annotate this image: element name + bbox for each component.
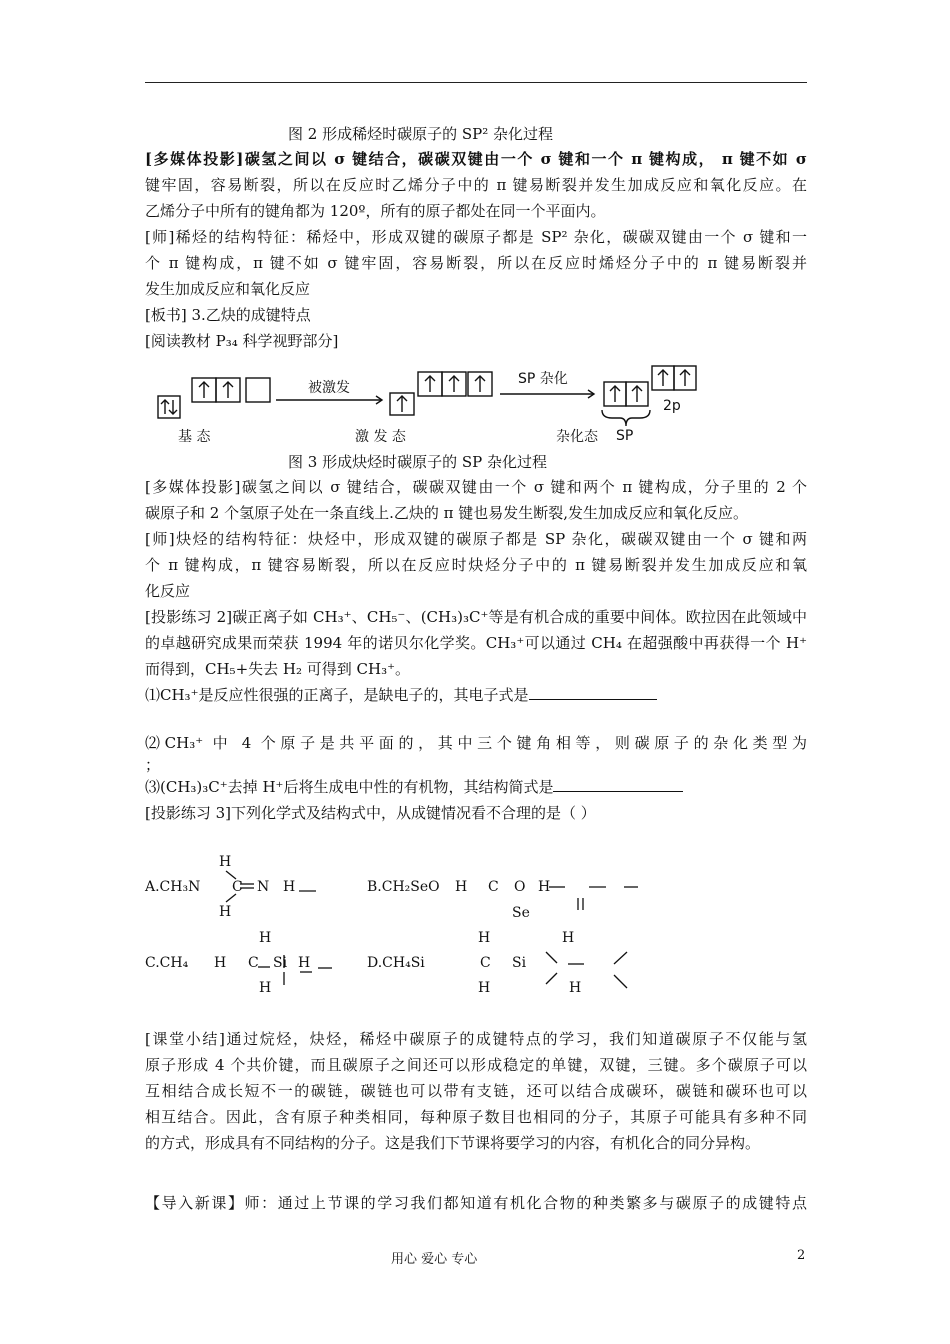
p2-line2: 个 π 键构成，π 键不如 σ 键牢固，容易断裂，所以在反应时烯烃分子中的 π 键易断裂并 xyxy=(145,254,807,272)
sp-label: SP xyxy=(616,428,634,444)
fig3-caption: 图 3 形成炔烃时碳原子的 SP 杂化过程 xyxy=(288,453,547,471)
p2-line1: [师]稀烃的结构特征：稀烃中，形成双键的碳原子都是 SP² 杂化，碳碳双键由一个 σ 键和一 xyxy=(145,228,807,246)
p3-line1: [多媒体投影]碳氢之间以 σ 键结合，碳碳双键由一个 σ 键和两个 π 键构成，分子里的 2 个 xyxy=(145,478,807,496)
excite-label: 被激发 xyxy=(308,380,350,396)
svg-text:H: H xyxy=(562,930,575,946)
p1-line2: 键牢固，容易断裂，所以在反应时乙烯分子中的 π 键易断裂并发生加成反应和氧化反应。在 xyxy=(145,176,807,194)
question-2: ⑵CH₃⁺ 中 4 个原子是共平面的，其中三个键角相等，则碳原子的杂化类型为 xyxy=(145,734,807,752)
fig2-caption: 图 2 形成稀烃时碳原子的 SP² 杂化过程 xyxy=(288,125,553,143)
svg-text:H: H xyxy=(478,930,491,946)
svg-text:C: C xyxy=(248,955,259,971)
svg-text:C: C xyxy=(480,955,491,971)
p1-line3: 乙烯分子中所有的键角都为 120º，所有的原子都处在同一个平面内。 xyxy=(145,202,606,220)
intro-line: 【导入新课】师：通过上节课的学习我们都知道有机化合物的种类繁多与碳原子的成键特点 xyxy=(145,1194,807,1212)
svg-text:H: H xyxy=(298,955,311,971)
option-b-label: B.CH₂SeO xyxy=(367,879,440,895)
summary-line3: 互相结合成长短不一的碳链，碳链也可以带有支链，还可以结合成碳环，碳链和碳环也可以 xyxy=(145,1082,807,1100)
svg-text:C: C xyxy=(232,879,243,895)
option-a-label: A.CH₃N xyxy=(145,879,201,895)
p4-line3: 化反应 xyxy=(145,582,191,600)
question-3-text: ⑶(CH₃)₃C⁺去掉 H⁺后将生成电中性的有机物，其结构简式是 xyxy=(145,778,554,796)
question-1-text: ⑴CH₃⁺是反应性很强的正离子，是缺电子的，其电子式是 xyxy=(145,686,529,704)
svg-text:Si: Si xyxy=(273,955,288,971)
ex3-heading: [投影练习 3]下列化学式及结构式中，从成键情况看不合理的是（ ） xyxy=(145,804,596,822)
svg-text:H: H xyxy=(478,980,491,996)
board-heading: [板书] 3.乙炔的成键特点 xyxy=(145,306,311,324)
svg-text:H: H xyxy=(455,879,468,895)
p-label: 2p xyxy=(663,398,681,414)
svg-text:H: H xyxy=(283,879,296,895)
summary-line4: 相互结合。因此，含有原子种类相同，每种原子数目也相同的分子，其原子可能具有多种不同 xyxy=(145,1108,807,1126)
ex2-line2: 的卓越研究成果而荣获 1994 年的诺贝尔化学奖。CH₃⁺可以通过 CH₄ 在超强酸中再获得一个 H⁺ xyxy=(145,634,807,652)
svg-text:H: H xyxy=(569,980,582,996)
p2-line3: 发生加成反应和氧化反应 xyxy=(145,280,311,298)
svg-text:H: H xyxy=(219,904,232,920)
reading-note: [阅读教材 P₃₄ 科学视野部分] xyxy=(145,332,339,350)
ex2-line1: [投影练习 2]碳正离子如 CH₃⁺、CH₅⁻、(CH₃)₃C⁺等是有机合成的重要中间体。欧拉因在此领域中 xyxy=(145,608,807,626)
p1-line1: [多媒体投影]碳氢之间以 σ 键结合，碳碳双键由一个 σ 键和一个 π 键构成， π 键不如 σ xyxy=(145,150,807,168)
ground-state-label: 基 态 xyxy=(178,429,211,445)
svg-text:Se: Se xyxy=(512,905,530,921)
svg-text:H: H xyxy=(214,955,227,971)
summary-line1: [课堂小结]通过烷烃，炔烃，稀烃中碳原子的成键特点的学习，我们知道碳原子不仅能与氢 xyxy=(145,1030,807,1048)
excited-state-label: 激 发 态 xyxy=(355,429,406,445)
p4-line2: 个 π 键构成，π 键容易断裂，所以在反应时炔烃分子中的 π 键易断裂并发生加成反应和氧 xyxy=(145,556,807,574)
option-c-label: C.CH₄ xyxy=(145,955,189,971)
p3-line2: 碳原子和 2 个氢原子处在一条直线上.乙炔的 π 键也易发生断裂,发生加成反应和氧化反应。 xyxy=(145,504,749,522)
svg-text:H: H xyxy=(259,930,272,946)
page-number: 2 xyxy=(797,1248,806,1263)
summary-line2: 原子形成 4 个共价键，而且碳原子之间还可以形成稳定的单键，双键，三键。多个碳原子可以 xyxy=(145,1056,807,1074)
hybrid-state-label: 杂化态 xyxy=(556,429,598,445)
svg-text:Si: Si xyxy=(512,955,527,971)
p4-line1: [师]炔烃的结构特征：炔烃中，形成双键的碳原子都是 SP 杂化，碳碳双键由一个 σ 键和两 xyxy=(145,530,807,548)
svg-text:H: H xyxy=(219,854,232,870)
svg-text:H: H xyxy=(259,980,272,996)
question-2-end: ； xyxy=(145,756,161,774)
option-d-label: D.CH₄Si xyxy=(367,955,425,971)
svg-text:O: O xyxy=(514,879,526,895)
footer-motto: 用心 爱心 专心 xyxy=(391,1252,478,1267)
svg-text:H: H xyxy=(538,879,551,895)
svg-text:N: N xyxy=(257,879,270,895)
summary-line5: 的方式，形成具有不同结构的分子。这是我们下节课将要学习的内容，有机化合的同分异构。 xyxy=(145,1134,761,1152)
svg-text:C: C xyxy=(488,879,499,895)
hybrid-label: SP 杂化 xyxy=(518,371,568,387)
ex2-line3: 而得到，CH₅+失去 H₂ 可得到 CH₃⁺。 xyxy=(145,660,411,678)
